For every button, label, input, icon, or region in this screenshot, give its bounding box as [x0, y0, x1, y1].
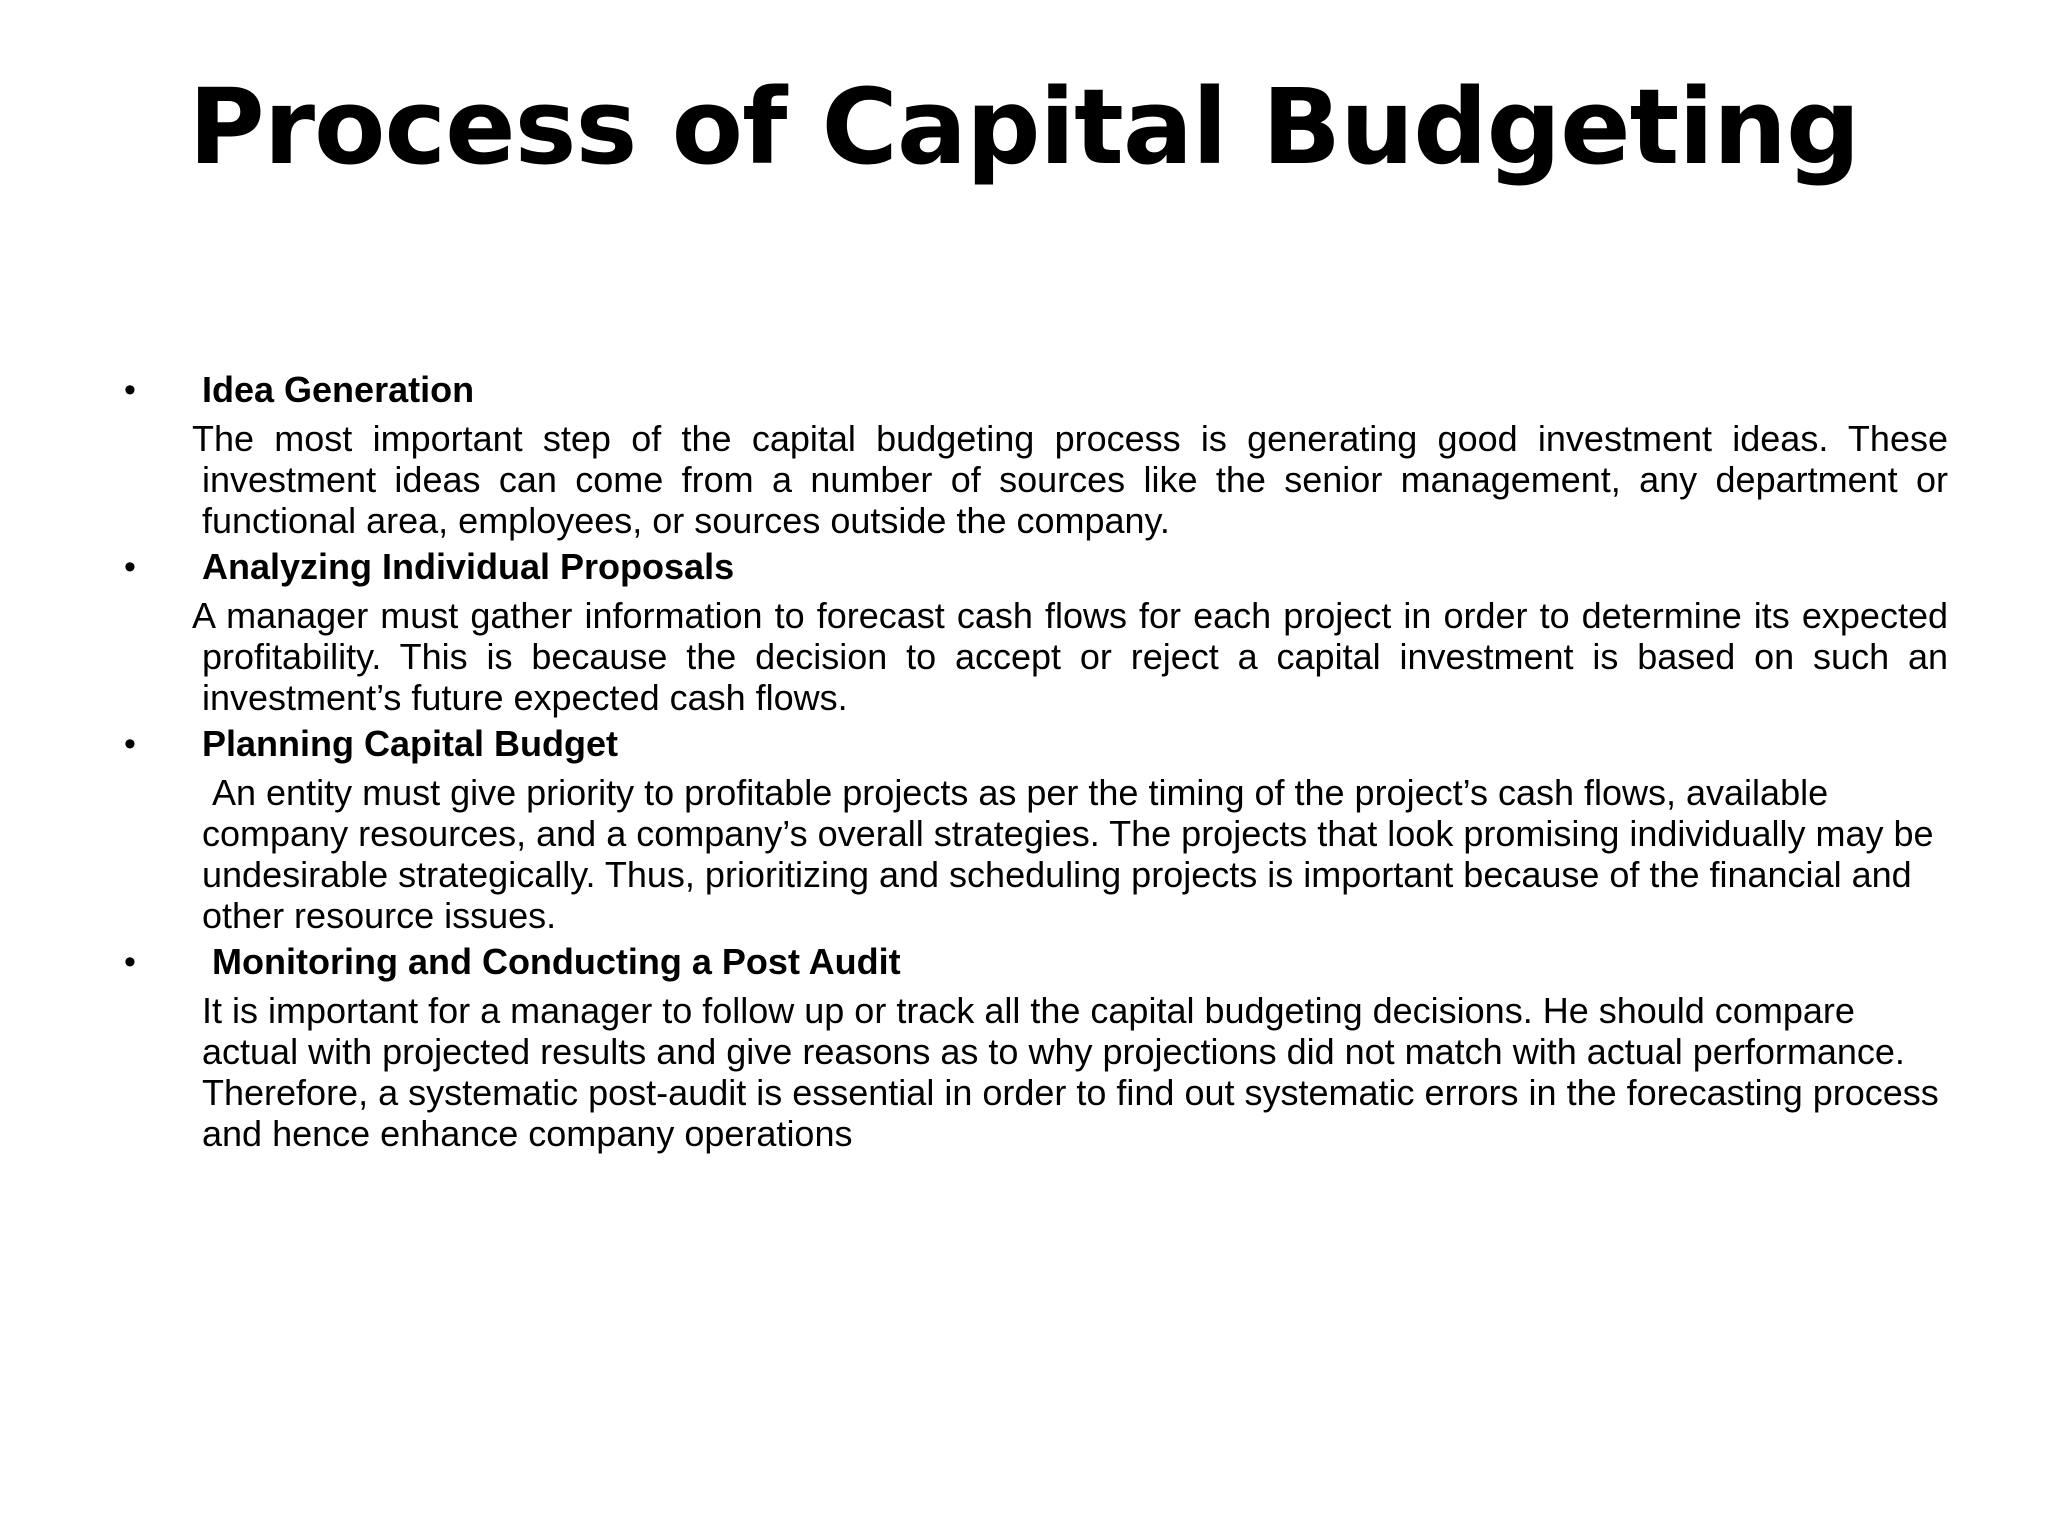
list-item	[118, 367, 1948, 541]
item-heading: Planning Capital Budget	[202, 723, 619, 764]
list-item	[118, 544, 1948, 718]
list-item	[118, 939, 1948, 1154]
item-body: A manager must gather information to forecast cash flows for each project in order to determine its expected profitability. This is because the decision to accept or reject a capital investment is based on such an investment’s future expected cash flows.	[192, 595, 1948, 718]
item-body: It is important for a manager to follow up or track all the capital budgeting decisions. He should compare actual with projected results and give reasons as to why projections did not match with actual performance. Therefore, a systematic post-audit is essential in order to find out systematic errors in the forecasting process and hence enhance company operations	[202, 990, 1939, 1154]
bullet-icon: •	[124, 725, 136, 763]
bullet-list	[118, 364, 1948, 1154]
item-body: The most important step of the capital budgeting process is generating good investment ideas. These investment ideas can come from a number of sources like the senior management, any department or functional area, employees, or sources outside the company.	[192, 418, 1948, 541]
bullet-icon: •	[124, 943, 136, 981]
bullet-icon: •	[124, 371, 136, 409]
item-body: An entity must give priority to profitable projects as per the timing of the project’s cash flows, available company resources, and a company’s overall strategies. The projects that look promising individually may be undesirable strategically. Thus, prioritizing and scheduling projects is important because of the financial and other resource issues.	[202, 772, 1934, 936]
item-heading: Analyzing Individual Proposals	[202, 546, 735, 587]
item-heading: Monitoring and Conducting a Post Audit	[212, 941, 901, 982]
bullet-icon: •	[124, 548, 136, 586]
list-item	[118, 721, 1948, 936]
item-heading: Idea Generation	[202, 369, 475, 410]
slide-title: Process of Capital Budgeting	[188, 66, 1860, 188]
